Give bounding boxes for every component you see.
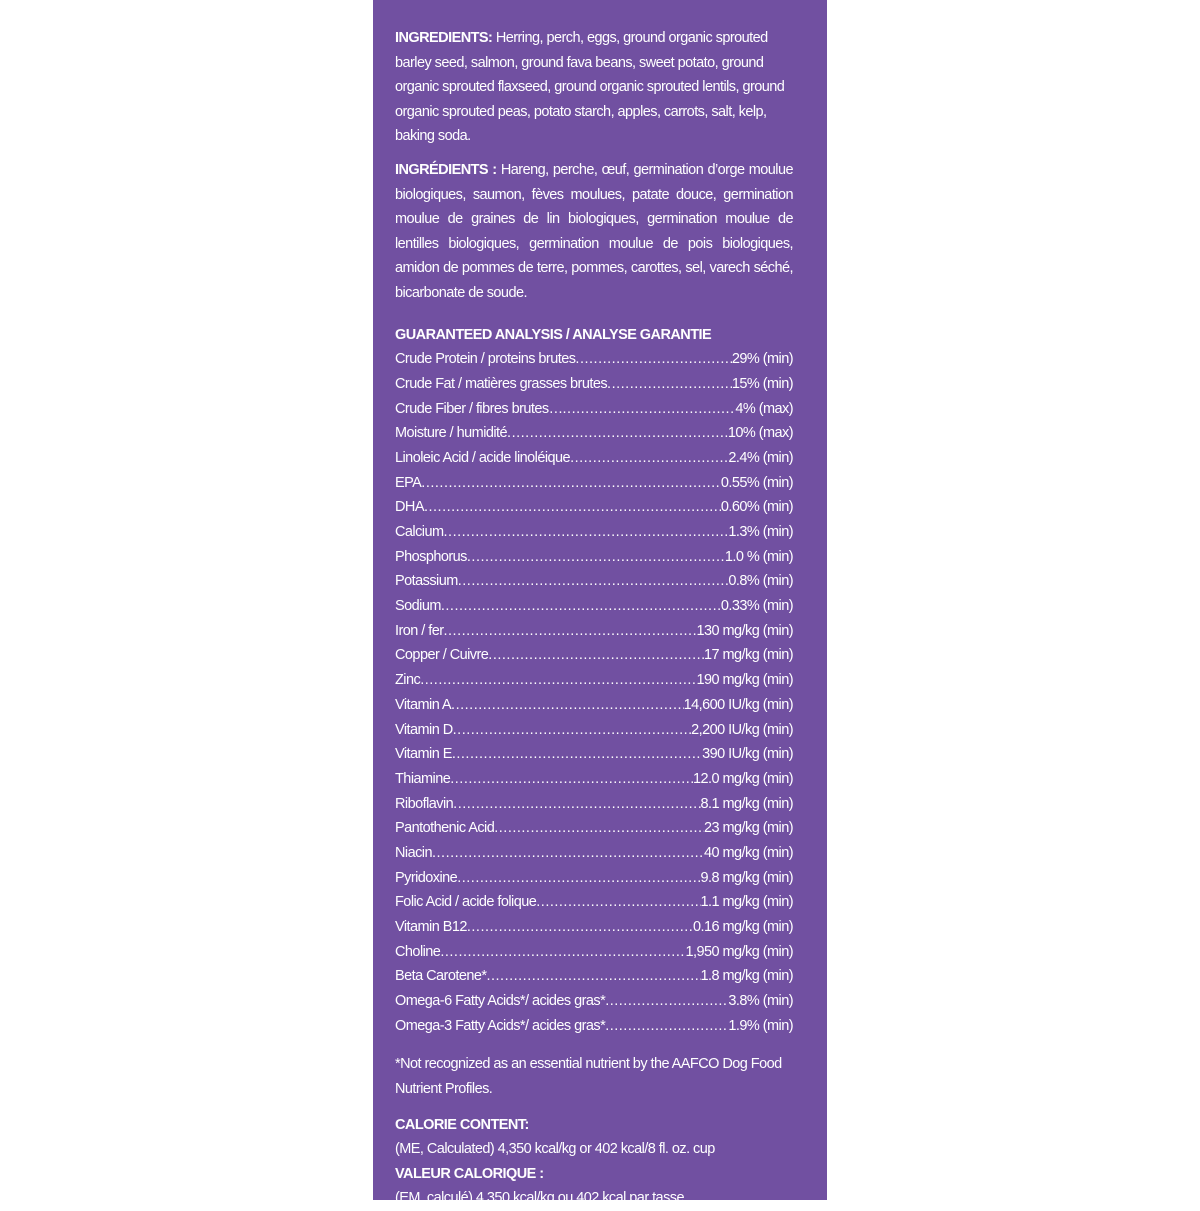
analysis-nutrient-name: Thiamine [395, 770, 451, 787]
analysis-nutrient-value: 23 mg/kg (min) [704, 820, 793, 837]
analysis-nutrient-name: Iron / fer [395, 622, 444, 639]
analysis-nutrient-value: 14,600 IU/kg (min) [683, 696, 793, 713]
analysis-nutrient-name: Pyridoxine [395, 869, 458, 886]
dot-leader [607, 372, 732, 397]
analysis-nutrient-name: DHA [395, 499, 424, 516]
dot-leader [563, 397, 736, 422]
analysis-nutrient-name: Vitamin E [395, 746, 452, 763]
analysis-nutrient-value: 190 mg/kg (min) [696, 672, 793, 689]
analysis-nutrient-value: 40 mg/kg (min) [704, 844, 793, 861]
analysis-nutrient-value: 0.55% (min) [720, 474, 793, 491]
dot-leader [421, 471, 721, 496]
ingredients-fr-label: INGRÉDIENTS : [395, 161, 497, 178]
calorie-heading-fr: VALEUR CALORIQUE : [395, 1165, 544, 1182]
analysis-nutrient-name: Vitamin A [395, 696, 452, 713]
analysis-nutrient-name: Linoleic Acid / acide linoléique [395, 449, 571, 466]
calorie-heading-en: CALORIE CONTENT: [395, 1116, 529, 1133]
label-panel [373, 0, 827, 1207]
analysis-nutrient-name: Beta Carotene* [395, 968, 487, 985]
analysis-nutrient-value: 8.1 mg/kg (min) [700, 795, 793, 812]
dot-leader [467, 915, 693, 940]
analysis-row [395, 569, 793, 594]
dot-leader [536, 890, 700, 915]
dot-leader [444, 619, 697, 644]
analysis-nutrient-name: Vitamin B12 [395, 919, 467, 936]
analysis-nutrient-name: Sodium [395, 598, 441, 615]
analysis-row [395, 619, 793, 644]
analysis-row [395, 989, 793, 1014]
analysis-row [395, 816, 793, 841]
analysis-nutrient-name: Choline [395, 943, 441, 960]
ingredients-en [395, 26, 793, 149]
dot-leader [467, 545, 725, 570]
analysis-row [395, 890, 793, 915]
analysis-nutrient-value: 2,200 IU/kg (min) [691, 721, 793, 738]
analysis-nutrient-value: 1.3% (min) [728, 524, 793, 541]
analysis-row [395, 767, 793, 792]
analysis-row [395, 742, 793, 767]
analysis-row [395, 397, 793, 422]
analysis-nutrient-name: Zinc [395, 672, 421, 689]
analysis-nutrient-name: Crude Protein / proteins brutes [395, 351, 576, 368]
analysis-nutrient-name: Niacin [395, 844, 432, 861]
calorie-text-fr: (EM, calculé) 4 350 kcal/kg ou 402 kcal par tasse [395, 1190, 684, 1207]
analysis-nutrient-name: Omega-6 Fatty Acids*/ acides gras* [395, 993, 606, 1010]
analysis-nutrient-value: 0.33% (min) [720, 598, 793, 615]
dot-leader [453, 718, 692, 743]
dot-leader [444, 520, 729, 545]
analysis-nutrient-value: 0.8% (min) [728, 573, 793, 590]
analysis-nutrient-name: Omega-3 Fatty Acids*/ acides gras* [395, 1017, 606, 1034]
analysis-nutrient-value: 1.9% (min) [728, 1017, 793, 1034]
dot-leader [453, 792, 700, 817]
analysis-nutrient-value: 390 IU/kg (min) [702, 746, 793, 763]
dot-leader [450, 767, 693, 792]
analysis-row [395, 718, 793, 743]
analysis-row [395, 693, 793, 718]
dot-leader [420, 668, 696, 693]
analysis-row [395, 347, 793, 372]
analysis-nutrient-value: 9.8 mg/kg (min) [700, 869, 793, 886]
analysis-row [395, 1014, 793, 1039]
analysis-row [395, 545, 793, 570]
analysis-nutrient-name: Phosphorus [395, 548, 467, 565]
analysis-nutrient-name: EPA [395, 474, 422, 491]
analysis-nutrient-name: Folic Acid / acide folique [395, 894, 537, 911]
analysis-nutrient-name: Crude Fiber / fibres brutes… [395, 400, 563, 417]
analysis-row [395, 940, 793, 965]
dot-leader [451, 693, 684, 718]
ingredients-fr-text: Hareng, perche, œuf, germination d’orge moulue biologiques, saumon, fèves moulues, patate douce, germination moulue de graines de lin biologiques, germination moulue de lentilles biologiques, germination moulue de pois biologiques, amidon de pommes de terre, pommes, carottes, sel, varech séché, bicarbonate de soude. [395, 161, 793, 301]
analysis-row [395, 471, 793, 496]
analysis-nutrient-value: 4% (max) [735, 400, 793, 417]
analysis-nutrient-value: 0.60% (min) [720, 499, 793, 516]
analysis-nutrient-name: Potassium [395, 573, 458, 590]
analysis-row [395, 866, 793, 891]
dot-leader [432, 841, 704, 866]
dot-leader [452, 742, 702, 767]
analysis-nutrient-value: 10% (max) [727, 425, 793, 442]
dot-leader [605, 989, 728, 1014]
analysis-nutrient-value: 0.16 mg/kg (min) [693, 919, 793, 936]
dot-leader [458, 569, 729, 594]
analysis-nutrient-name: Pantothenic Acid [395, 820, 495, 837]
analysis-nutrient-value: 1.0 % (min) [724, 548, 793, 565]
dot-leader [440, 940, 685, 965]
analysis-nutrient-name: Crude Fat / matières grasses brutes [395, 375, 608, 392]
analysis-row [395, 915, 793, 940]
ingredients-en-label: INGREDIENTS: [395, 30, 493, 46]
analysis-nutrient-name: Calcium [395, 524, 444, 541]
label-content [395, 26, 793, 1211]
analysis-row [395, 520, 793, 545]
ingredients-fr [395, 158, 793, 306]
analysis-nutrient-name: Riboflavin [395, 795, 454, 812]
analysis-nutrient-value: 15% (min) [731, 375, 793, 392]
analysis-nutrient-value: 1,950 mg/kg (min) [685, 943, 793, 960]
dot-leader [575, 347, 731, 372]
dot-leader [605, 1014, 728, 1039]
analysis-nutrient-value: 2.4% (min) [728, 449, 793, 466]
analysis-row [395, 372, 793, 397]
analysis-row [395, 964, 793, 989]
analysis-row [395, 594, 793, 619]
dot-leader [494, 816, 704, 841]
ingredients-en-text: Herring, perch, eggs, ground organic sprouted barley seed, salmon, ground fava beans, sweet potato, ground organic sprouted flaxseed, ground organic sprouted lentils, ground organic sprouted peas, potato starch, apples, carrots, salt, kelp, baking soda. [395, 30, 785, 145]
analysis-nutrient-value: 3.8% (min) [728, 993, 793, 1010]
footnote: *Not recognized as an essential nutrient by the AAFCO Dog Food Nutrient Profiles. [395, 1056, 782, 1098]
dot-leader [488, 643, 704, 668]
analysis-nutrient-value: 17 mg/kg (min) [704, 647, 793, 664]
dot-leader [570, 446, 728, 471]
analysis-row [395, 421, 793, 446]
guaranteed-analysis-heading: GUARANTEED ANALYSIS / ANALYSE GARANTIE [395, 326, 712, 343]
analysis-nutrient-name: Vitamin D [395, 721, 453, 738]
dot-leader [457, 866, 700, 891]
analysis-row [395, 643, 793, 668]
analysis-nutrient-value: 1.8 mg/kg (min) [700, 968, 793, 985]
analysis-nutrient-value: 130 mg/kg (min) [696, 622, 793, 639]
analysis-row [395, 446, 793, 471]
analysis-row [395, 792, 793, 817]
dot-leader [507, 421, 728, 446]
dot-leader [486, 964, 700, 989]
dot-leader [441, 594, 721, 619]
calorie-text-en: (ME, Calculated) 4,350 kcal/kg or 402 kcal/8 fl. oz. cup [395, 1141, 715, 1158]
analysis-row [395, 668, 793, 693]
analysis-nutrient-value: 12.0 mg/kg (min) [693, 770, 793, 787]
analysis-nutrient-value: 1.1 mg/kg (min) [700, 894, 793, 911]
dot-leader [424, 495, 721, 520]
guaranteed-analysis-table [395, 347, 793, 1038]
analysis-row [395, 841, 793, 866]
analysis-nutrient-value: 29% (min) [731, 351, 793, 368]
analysis-nutrient-name: Copper / Cuivre [395, 647, 489, 664]
analysis-nutrient-name: Moisture / humidité [395, 425, 508, 442]
analysis-row [395, 495, 793, 520]
